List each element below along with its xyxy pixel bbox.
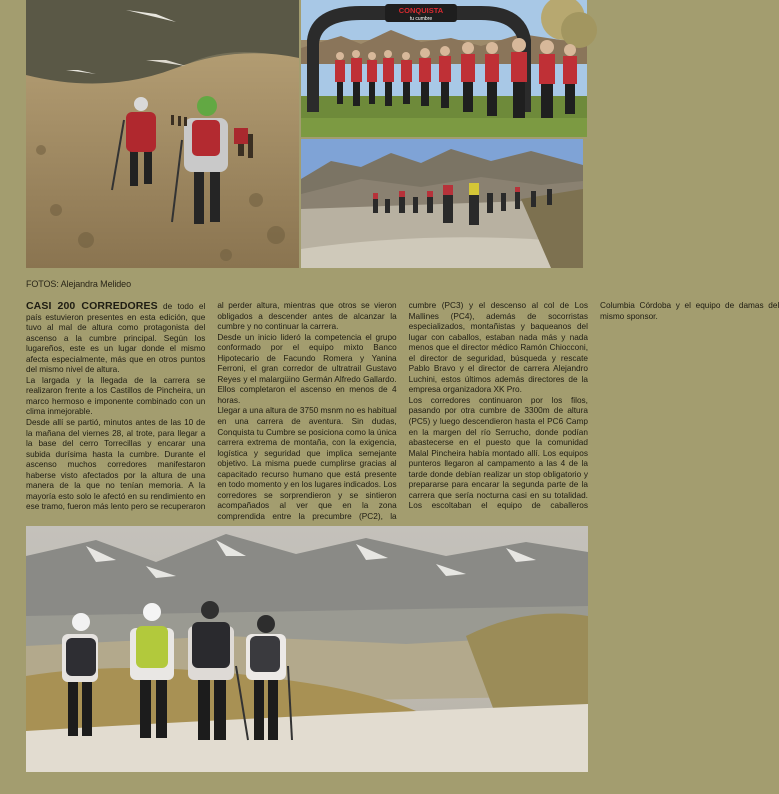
article-paragraph: Los corredores continuaron por los filos, pasando por otra cumbre de 3300m de altura (PC5) y luego descendieron hasta el PC6 Camp en la margen del río Serrucho, donde podían abastecerse en el puesto que la comunidad Malal Pincheira había montado allí. Los equipos punteros llegaron al campamento a las 4 de la tarde donde debían realizar un stop obligatorio y prepararse para encarar la segunda parte de la carrera que sería nocturna casi en su totalidad. Los escoltaban el equipo de caballeros Columbia Córdoba y el equipo de damas del mismo sponsor. bbox=[408, 301, 779, 511]
article-body bbox=[26, 300, 779, 523]
photo-team-walking bbox=[26, 526, 588, 772]
photo-credit: FOTOS: Alejandra Melideo bbox=[26, 279, 131, 289]
start-arch-illustration bbox=[301, 0, 587, 137]
article-paragraph: Llegar a una altura de 3750 msnm no es habitual en una carrera de aventura. Sin dudas, Conquista tu Cumbre se posiciona como la única carrera extrema de montaña, con la exigencia, logística y seguridad que implica semejante objetivo. La misma puede cumplirse gracias al capacitado recurso humano que está presente en todo momento y en los lugares indicados. Los corredores se sorprendieron y se sintieron acompañados al ver que en la zona comprendida entre la precumbre (PC2), la cumbre (PC3) y el descenso al col de Los Mallines (PC4), además de socorristas especializados, montañistas y baqueanos del lugar con caballos, estaban nada más y nada menos que el director médico Ramón Chiocconi, el director de seguridad, búsqueda y rescate Pablo Bravo y el director de carrera Alejandro Luchini, estos últimos además directores de la empresa organizadora XK Pro. bbox=[217, 301, 588, 521]
arch-brand-text: CONQUISTA bbox=[398, 6, 444, 15]
valley-trail-illustration bbox=[301, 139, 583, 268]
photo-valley-trail bbox=[301, 139, 583, 268]
team-walking-illustration bbox=[26, 526, 588, 772]
article-paragraph: La largada y la llegada de la carrera se realizaron frente a los Castillos de Pincheira, un marco hermoso e imponente combinado con un clima inmejorable. bbox=[26, 375, 206, 417]
photo-hikers-ascent bbox=[26, 0, 299, 268]
article-paragraph: Desde un inicio lideró la competencia el grupo conformado por el equipo mixto Banco Hipotecario de Facundo Romera y Yanina Ferroni, el gran corredor de ultratrail Gustavo Reyes y el malargüino Germán Alfredo Gallardo. Ellos completaron el ascenso en menos de 4 horas. bbox=[217, 332, 397, 405]
article-paragraph: Desde allí se partió, minutos antes de las 10 de la mañana del viernes 28, al trote, para llegar a la base del cerro Torrecillas y encarar una subida durísima hasta la cumbre. Durante el ascenso muchos corredores manifestaron haberse visto afectados por la altura de una manera de la que no tenían memoria. A la mayoría esto solo le afectó en su rendimiento en ese tramo, fueron más lento pero se recuperaron al perder altura, mientras que otros se vieron obligados a descender antes de alcanzar la cumbre y no continuar la carrera. bbox=[26, 301, 397, 512]
article-text: de todo el país estuvieron presentes en esta edición, que tuvo al mal de altura como protagonista del ascenso a la cumbre principal. Según los lugareños, este es un lugar donde el mismo afecta especialmente, más que en otros puntos del mismo nivel de altura. bbox=[26, 302, 206, 375]
hikers-ascent-illustration bbox=[26, 0, 299, 268]
article-paragraph bbox=[26, 301, 205, 376]
photo-start-arch bbox=[301, 0, 587, 137]
article-lead: CASI 200 CORREDORES bbox=[26, 300, 158, 312]
arch-sub-text: tu cumbre bbox=[409, 16, 433, 22]
